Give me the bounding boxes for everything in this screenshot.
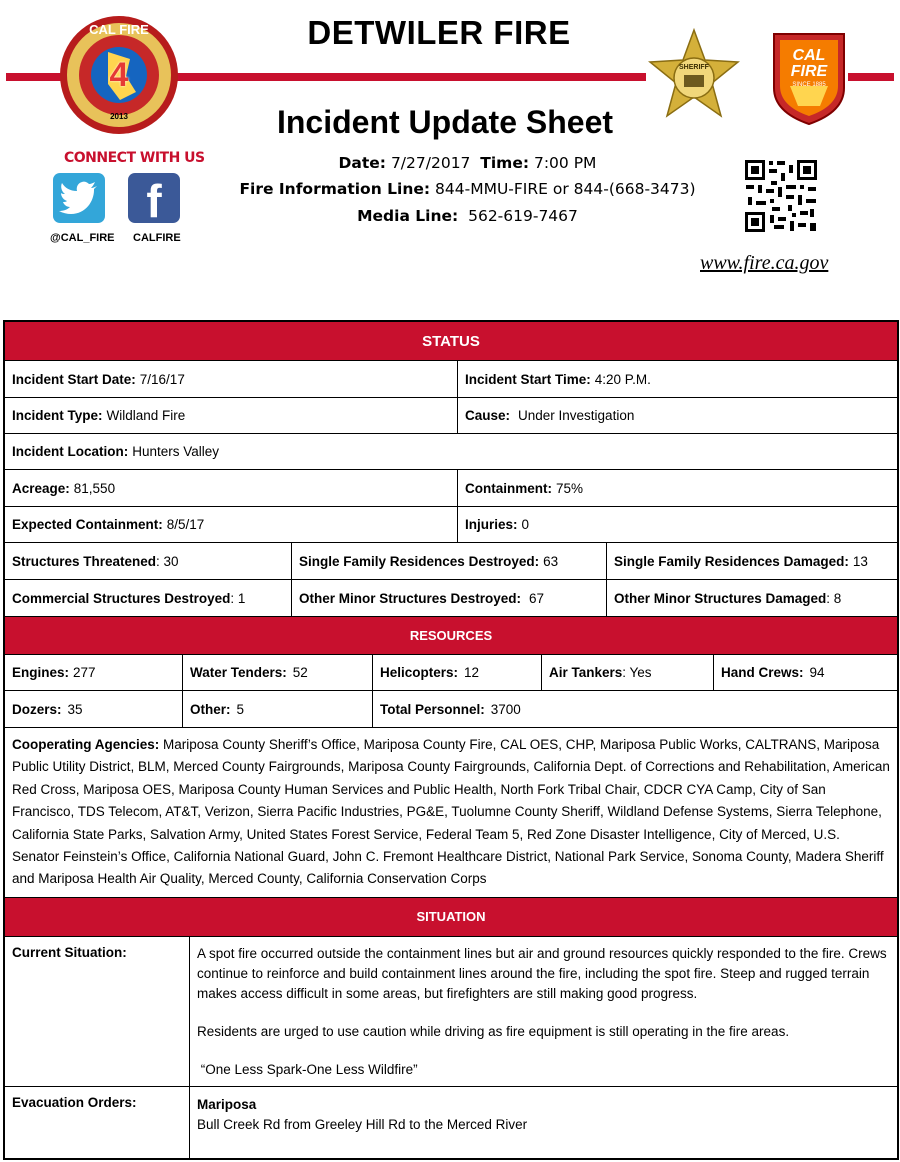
status-row-start [5,360,897,397]
media-label: Media Line: [357,207,459,225]
date-value: 7/27/2017 [390,154,471,172]
incident-type-value: Wildland Fire [106,408,186,423]
calfire-shield-line2: FIRE [790,63,828,80]
expected-containment-value: 8/5/17 [166,517,205,532]
location-cell [5,434,897,469]
engines-label: Engines: [12,665,70,680]
hand-crews-value: 94 [809,665,825,680]
status-row-structures [5,542,897,579]
expected-containment-cell [5,507,457,542]
minor-damaged-value: : 8 [826,590,842,606]
situation-heading: SITUATION [416,909,486,925]
connect-label: CONNECT WITH US [64,150,205,166]
injuries-label: Injuries: [465,517,518,532]
current-situation-label: Current Situation: [5,937,190,1086]
situation-header [5,897,897,936]
commercial-label: Commercial Structures Destroyed [12,590,231,606]
containment-label: Containment: [465,480,552,496]
date-label: Date: [338,154,386,172]
situation-slogan: “One Less Spark-One Less Wildfire” [197,1061,418,1077]
sfr-destroyed-label: Single Family Residences Destroyed: [299,553,540,569]
status-header [5,322,897,360]
cooperating-agencies [5,728,897,897]
evacuation-body [190,1087,897,1158]
calfire-shield-line1: CAL [792,47,826,64]
threatened-label: Structures Threatened [12,553,157,569]
header-red-line-right [848,73,894,81]
twitter-handle[interactable]: @CAL_FIRE [50,232,115,244]
minor-damaged-label: Other Minor Structures Damaged [614,590,827,606]
water-tenders-value: 52 [292,665,308,680]
evacuation-detail: Bull Creek Rd from Greeley Hill Rd to the Merced River [197,1116,528,1132]
other-value: 5 [236,701,245,717]
injuries-value: 0 [521,517,530,532]
minor-damaged-cell [606,580,897,616]
resources-header [5,616,897,654]
agencies-row [5,727,897,897]
status-row-expected [5,506,897,542]
water-tenders-label: Water Tenders: [190,665,287,680]
total-personnel-label: Total Personnel: [380,701,485,717]
sfr-destroyed-value: 63 [543,553,559,569]
cause-cell [457,398,897,433]
hand-crews-cell [713,655,897,690]
evacuation-label: Evacuation Orders: [5,1087,190,1158]
page-title: DETWILER FIRE [307,14,571,51]
threatened-cell [5,543,291,579]
acreage-label: Acreage: [12,480,70,496]
sfr-damaged-cell [606,543,897,579]
start-time-cell [457,361,897,397]
sfr-damaged-label: Single Family Residences Damaged: [614,553,849,569]
acreage-value: 81,550 [73,480,116,496]
agencies-list: Mariposa County Sheriff’s Office, Mariposa County Fire, CAL OES, CHP, Mariposa Public Works, CALTRANS, Mariposa Public Utility District, BLM, Merced County Fairgrounds, Mariposa County Fairgrounds, California Dept. of Corrections and Rehabilitation, American Red Cross, Mariposa OES, Mariposa County Human Services and Public Health, North Fork Tribal Chair, CDCR CYA Camp, City of San Francisco, TDS Telecom, AT&T, Verizon, Sierra Pacific Industries, PG&E, Tuolumne County Sheriff, Wildland Defense Systems, Sierra Telephone, California State Parks, Salvation Army, United States Forest Service, Federal Team 5, Red Zone Disaster Intelligence, City of Merced, U.S. Senator Feinstein’s Office, California National Guard, John C. Fremont Healthcare District, National Park Service, Sonoma County, Madera Sheriff and Mariposa Health Air Quality, Merced County, California Conservation Corps [12,737,890,887]
air-tankers-label: Air Tankers [549,665,623,680]
facebook-icon[interactable]: f [128,173,180,223]
imt-logo-year: 2013 [110,112,128,121]
time-label: Time: [480,154,530,172]
dozers-label: Dozers: [12,701,62,717]
status-row-commercial [5,579,897,616]
page-subtitle: Incident Update Sheet [276,104,614,140]
total-personnel-cell [372,691,897,727]
media-value[interactable]: 562-619-7467 [468,207,578,225]
helicopters-value: 12 [464,665,480,680]
qr-code-icon[interactable] [744,159,818,233]
incident-type-label: Incident Type: [12,408,103,423]
status-row-location [5,433,897,469]
imt-logo-top-text: CAL FIRE [89,22,149,37]
minor-destroyed-value: 67 [529,590,545,606]
helicopters-cell [372,655,541,690]
cause-label: Cause: [465,408,511,423]
imt-logo-number: 4 [109,56,129,94]
threatened-value: : 30 [156,553,179,569]
incident-type-cell [5,398,457,433]
incident-table [3,320,899,1160]
start-date-value: 7/16/17 [139,371,185,387]
expected-containment-label: Expected Containment: [12,517,163,532]
dozers-cell [5,691,182,727]
water-tenders-cell [182,655,372,690]
situation-paragraph-2: Residents are urged to use caution while driving as fire equipment is still operating in the fire areas. [197,1023,790,1039]
engines-value: 277 [73,665,96,680]
sheriff-badge-text: SHERIFF [679,64,709,71]
air-tankers-cell [541,655,713,690]
cause-value: Under Investigation [518,408,635,423]
current-situation-row [5,936,897,1086]
containment-value: 75% [556,480,584,496]
start-time-label: Incident Start Time: [465,371,591,387]
minor-destroyed-label: Other Minor Structures Destroyed: [299,590,522,606]
dozers-value: 35 [67,701,83,717]
commercial-value: : 1 [230,590,246,606]
start-time-value: 4:20 P.M. [594,371,651,387]
location-value: Hunters Valley [132,444,220,459]
start-date-cell [5,361,457,397]
air-tankers-value: : Yes [622,665,652,680]
current-situation-body [190,937,897,1086]
containment-cell [457,470,897,506]
calfire-shield-since: SINCE 1885 [792,82,826,88]
total-personnel-value: 3700 [490,701,521,717]
minor-destroyed-cell [291,580,606,616]
fire-info-label: Fire Information Line: [239,180,431,198]
hand-crews-label: Hand Crews: [721,665,804,680]
other-cell [182,691,372,727]
location-label: Incident Location: [12,444,129,459]
helicopters-label: Helicopters: [380,665,459,680]
commercial-cell [5,580,291,616]
resources-row-2 [5,690,897,727]
website-link[interactable]: www.fire.ca.gov [700,252,829,274]
acreage-cell [5,470,457,506]
evacuation-area: Mariposa [197,1096,257,1112]
twitter-icon[interactable] [53,173,105,223]
other-label: Other: [190,701,231,717]
agencies-label: Cooperating Agencies: [12,737,160,752]
engines-cell [5,655,182,690]
resources-heading: RESOURCES [409,628,493,643]
status-row-acreage [5,469,897,506]
status-heading: STATUS [422,332,480,350]
injuries-cell [457,507,897,542]
time-value: 7:00 PM [533,154,597,172]
start-date-label: Incident Start Date: [12,371,136,387]
evacuation-row [5,1086,897,1158]
fire-info-value[interactable]: 844-MMU-FIRE or 844-(668-3473) [435,180,696,198]
sfr-damaged-value: 13 [852,553,868,569]
status-row-type [5,397,897,433]
resources-row-1 [5,654,897,690]
situation-paragraph-1: A spot fire occurred outside the containment lines but air and ground resources quickly responded to the fire. Crews continue to reinforce and build containment lines around the fire, including the spot fire. Steep and rugged terrain makes access difficult in some areas, but firefighters are still making good progress. [197,945,887,1001]
facebook-handle[interactable]: CALFIRE [133,232,181,244]
sfr-destroyed-cell [291,543,606,579]
